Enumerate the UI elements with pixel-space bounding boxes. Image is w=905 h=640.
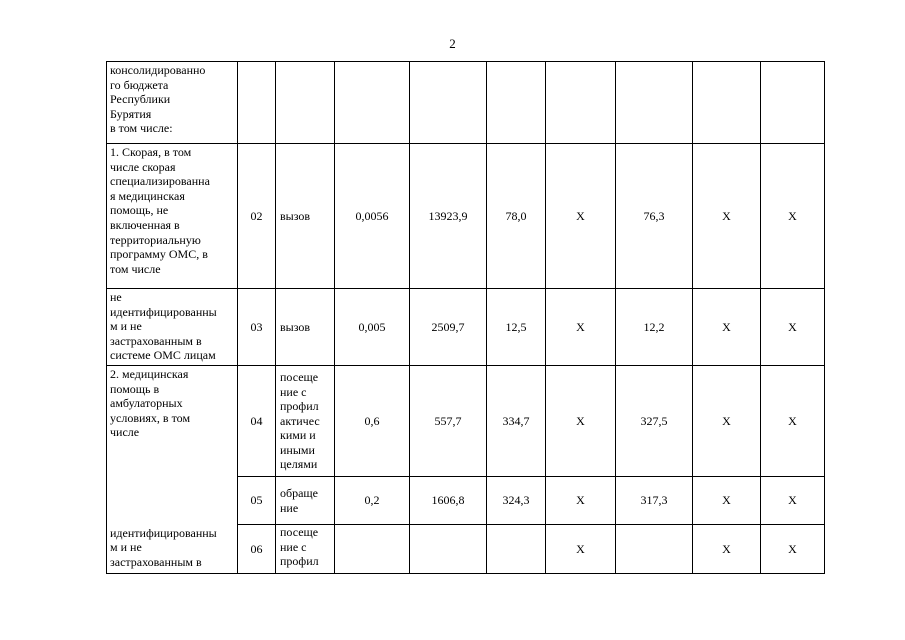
row-name-text: 1. Скорая, в том числе скорая специализированна я медицинская помощь, не включенная в территориальную программу ОМС, в том числе xyxy=(110,145,210,276)
value-cell: Х xyxy=(546,525,616,574)
value-cell: 0,005 xyxy=(335,289,410,366)
table-row xyxy=(107,289,825,366)
value-cell: 327,5 xyxy=(616,366,693,477)
value-cell: 334,7 xyxy=(487,366,546,477)
row-name-cell xyxy=(107,62,238,144)
value-cell xyxy=(335,525,410,574)
row-name-text: консолидированно го бюджета Республики Бурятия в том числе: xyxy=(110,63,206,136)
code-cell: 06 xyxy=(238,525,276,574)
unit-text: обраще ние xyxy=(280,485,318,515)
value-cell: 78,0 xyxy=(487,144,546,289)
row-name-text: не идентифицированны м и не застрахованным в системе ОМС лицам xyxy=(110,290,217,363)
value-cell: Х xyxy=(761,366,825,477)
value-cell: Х xyxy=(761,144,825,289)
value-cell xyxy=(335,62,410,144)
code-cell xyxy=(238,62,276,144)
value-cell: 557,7 xyxy=(410,366,487,477)
value-cell: 324,3 xyxy=(487,477,546,525)
value-cell xyxy=(693,62,761,144)
value-cell xyxy=(487,62,546,144)
value-cell: Х xyxy=(546,144,616,289)
unit-cell xyxy=(276,477,335,525)
value-cell xyxy=(410,62,487,144)
value-cell xyxy=(616,525,693,574)
value-cell: Х xyxy=(546,289,616,366)
table-row xyxy=(107,144,825,289)
unit-cell xyxy=(276,289,335,366)
unit-text: посеще ние с профил актичес кими и иными целями xyxy=(280,369,320,472)
row-name-cell xyxy=(107,366,238,525)
value-cell: 76,3 xyxy=(616,144,693,289)
table-row xyxy=(107,525,825,574)
code-cell: 02 xyxy=(238,144,276,289)
value-cell: 12,2 xyxy=(616,289,693,366)
row-name-cell xyxy=(107,525,238,574)
budget-table xyxy=(106,61,825,574)
value-cell: 0,0056 xyxy=(335,144,410,289)
value-cell xyxy=(410,525,487,574)
code-cell: 03 xyxy=(238,289,276,366)
unit-text: вызов xyxy=(280,208,311,223)
code-cell: 04 xyxy=(238,366,276,477)
value-cell: Х xyxy=(761,525,825,574)
value-cell: 12,5 xyxy=(487,289,546,366)
unit-text: посеще ние с профил xyxy=(280,525,319,569)
value-cell: 0,2 xyxy=(335,477,410,525)
value-cell: Х xyxy=(761,289,825,366)
value-cell: Х xyxy=(693,289,761,366)
table-row xyxy=(107,62,825,144)
value-cell: Х xyxy=(761,477,825,525)
row-name-text: идентифицированны м и не застрахованным в xyxy=(110,525,217,569)
row-name-cell xyxy=(107,289,238,366)
row-name-text: 2. медицинская помощь в амбулаторных условиях, в том числе xyxy=(110,367,191,440)
value-cell xyxy=(546,62,616,144)
row-name-cell xyxy=(107,144,238,289)
value-cell: Х xyxy=(693,144,761,289)
unit-text: вызов xyxy=(280,319,311,334)
value-cell: Х xyxy=(693,477,761,525)
value-cell: Х xyxy=(546,477,616,525)
unit-cell xyxy=(276,525,335,574)
unit-cell xyxy=(276,62,335,144)
value-cell: 1606,8 xyxy=(410,477,487,525)
value-cell: 0,6 xyxy=(335,366,410,477)
value-cell: Х xyxy=(693,366,761,477)
value-cell xyxy=(616,62,693,144)
page-number: 2 xyxy=(449,36,456,51)
value-cell: Х xyxy=(546,366,616,477)
code-cell: 05 xyxy=(238,477,276,525)
value-cell: 13923,9 xyxy=(410,144,487,289)
table-row xyxy=(107,366,825,477)
value-cell: 2509,7 xyxy=(410,289,487,366)
value-cell: 317,3 xyxy=(616,477,693,525)
unit-cell xyxy=(276,144,335,289)
value-cell xyxy=(487,525,546,574)
value-cell xyxy=(761,62,825,144)
value-cell: Х xyxy=(693,525,761,574)
unit-cell xyxy=(276,366,335,477)
